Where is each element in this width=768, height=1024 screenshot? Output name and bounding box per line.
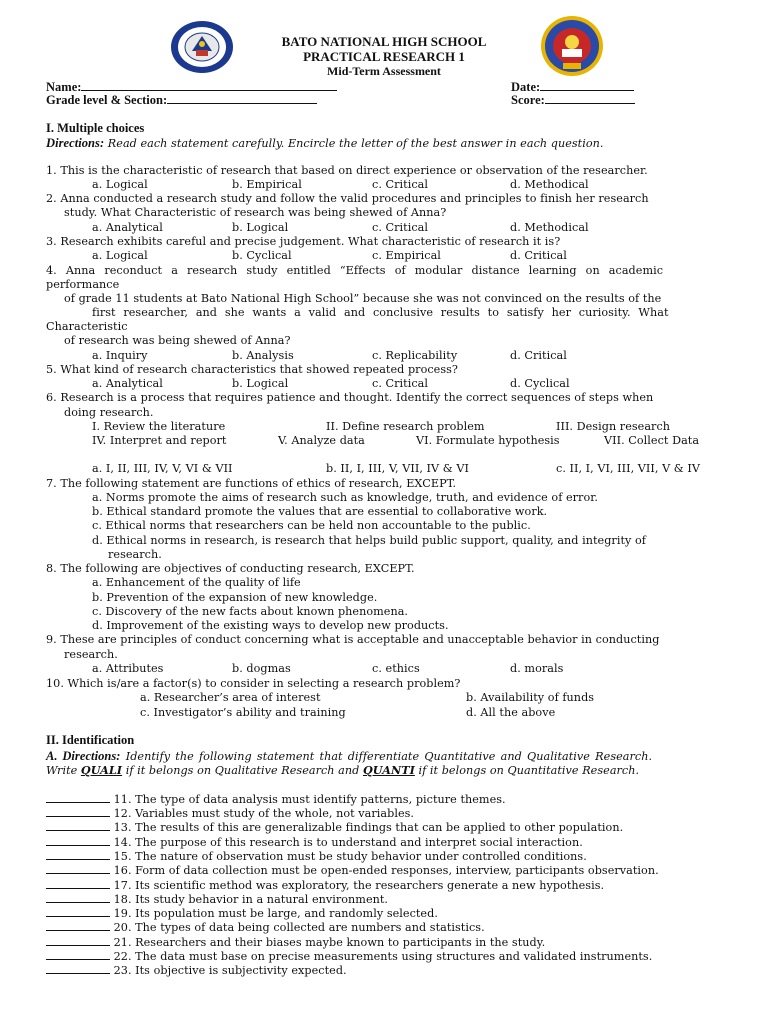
- item-text: 15. The nature of observation must be study behavior under controlled conditions.: [113, 850, 587, 863]
- choice-a[interactable]: a. Attributes: [92, 662, 164, 675]
- list-item: [46, 792, 506, 806]
- step-item: III. Design research: [556, 420, 671, 433]
- choice-d[interactable]: d. All the above: [466, 706, 556, 719]
- choice-b[interactable]: b. Logical: [232, 221, 289, 234]
- score-field[interactable]: [511, 93, 635, 108]
- name-label: Name:: [46, 80, 82, 94]
- item-text: 17. Its scientific method was exploratory, the researchers generate a new hypothesis.: [113, 879, 605, 892]
- list-item: [46, 878, 604, 892]
- question-stem: research.: [64, 648, 118, 661]
- choice-a[interactable]: a. Analytical: [92, 221, 163, 234]
- choice-b[interactable]: b. Analysis: [232, 349, 294, 362]
- choice-d[interactable]: d. Methodical: [510, 221, 589, 234]
- choice-b[interactable]: b. Ethical standard promote the values that are essential to collaborative work.: [92, 505, 548, 518]
- list-item: [46, 949, 652, 963]
- choice-c[interactable]: c. Replicability: [372, 349, 458, 362]
- name-blank[interactable]: [81, 80, 337, 91]
- subject-title: PRACTICAL RESEARCH 1: [303, 49, 465, 64]
- choice-a[interactable]: a. Enhancement of the quality of life: [92, 576, 301, 589]
- date-label: Date:: [511, 80, 541, 94]
- part2-dir-mid: if it belongs on Qualitative Research and: [125, 764, 360, 777]
- list-item: [46, 935, 545, 949]
- choice-a[interactable]: a. Researcher’s area of interest: [140, 691, 321, 704]
- score-label: Score:: [511, 93, 545, 107]
- item-text: 11. The type of data analysis must identify patterns, picture themes.: [113, 793, 506, 806]
- answer-blank[interactable]: [46, 849, 110, 860]
- grade-blank[interactable]: [167, 93, 317, 104]
- list-item: [46, 920, 485, 934]
- question-stem: 8. The following are objectives of conducting research, EXCEPT.: [46, 562, 415, 575]
- list-item: [46, 806, 414, 820]
- choice-b[interactable]: b. Logical: [232, 377, 289, 390]
- list-item: [46, 820, 623, 834]
- step-item: IV. Interpret and report: [92, 434, 227, 447]
- choice-a[interactable]: a. Analytical: [92, 377, 163, 390]
- list-item: [46, 849, 587, 863]
- item-text: 12. Variables must study of the whole, not variables.: [113, 807, 415, 820]
- grade-label: Grade level & Section:: [46, 93, 168, 107]
- answer-blank[interactable]: [46, 878, 110, 889]
- choice-c[interactable]: c. Critical: [372, 221, 429, 234]
- choice-d[interactable]: d. Cyclical: [510, 377, 570, 390]
- choice-c[interactable]: c. Critical: [372, 178, 429, 191]
- date-blank[interactable]: [540, 80, 634, 91]
- item-text: 22. The data must base on precise measurements using structures and validated instruments.: [113, 950, 653, 963]
- question-stem: 4. Anna reconduct a research study entitled “Effects of modular distance learning on academic: [46, 264, 664, 277]
- choice-c[interactable]: c. II, I, VI, III, VII, V & IV: [556, 462, 701, 475]
- item-text: 18. Its study behavior in a natural environment.: [113, 893, 389, 906]
- choice-b[interactable]: b. II, I, III, V, VII, IV & VI: [326, 462, 469, 475]
- answer-blank[interactable]: [46, 806, 110, 817]
- part2-dir-write: Write: [46, 764, 78, 777]
- answer-blank[interactable]: [46, 949, 110, 960]
- part2-dir-text: Identify the following statement that differentiate Quantitative and Qualitative Research.: [125, 750, 653, 763]
- question-stem: study. What Characteristic of research was being shewed of Anna?: [64, 206, 447, 219]
- item-text: 21. Researchers and their biases maybe known to participants in the study.: [113, 936, 546, 949]
- question-stem: of research was being shewed of Anna?: [64, 334, 291, 347]
- item-text: 19. Its population must be large, and randomly selected.: [113, 907, 438, 920]
- part2-title: II. Identification: [46, 733, 135, 747]
- answer-blank[interactable]: [46, 906, 110, 917]
- question-stem: of grade 11 students at Bato National High School” because she was not convinced on the results of the: [64, 292, 662, 305]
- list-item: [46, 835, 583, 849]
- question-stem: first researcher, and she wants a valid and conclusive results to satisfy her curiosity. What: [92, 306, 669, 319]
- choice-c[interactable]: c. Ethical norms that researchers can be held non accountable to the public.: [92, 519, 531, 532]
- question-stem: 3. Research exhibits careful and precise judgement. What characteristic of research it is?: [46, 235, 561, 248]
- choice-d[interactable]: d. Methodical: [510, 178, 589, 191]
- answer-blank[interactable]: [46, 835, 110, 846]
- step-item: V. Analyze data: [278, 434, 365, 447]
- choice-b[interactable]: b. Availability of funds: [466, 691, 595, 704]
- step-item: VI. Formulate hypothesis: [416, 434, 560, 447]
- answer-blank[interactable]: [46, 820, 110, 831]
- part2-dir-end: if it belongs on Quantitative Research.: [418, 764, 640, 777]
- part1-title: I. Multiple choices: [46, 121, 145, 135]
- choice-b[interactable]: b. dogmas: [232, 662, 291, 675]
- list-item: [46, 863, 659, 877]
- choice-c[interactable]: c. Investigator’s ability and training: [140, 706, 346, 719]
- choice-a[interactable]: a. Norms promote the aims of research such as knowledge, truth, and evidence of error.: [92, 491, 599, 504]
- choice-c[interactable]: c. ethics: [372, 662, 420, 675]
- part1-dir-label: Directions:: [46, 136, 105, 150]
- choice-a[interactable]: a. Logical: [92, 249, 148, 262]
- question-stem: doing research.: [64, 406, 154, 419]
- choice-b[interactable]: b. Prevention of the expansion of new knowledge.: [92, 591, 378, 604]
- score-blank[interactable]: [545, 93, 635, 104]
- item-text: 14. The purpose of this research is to understand and interpret social interaction.: [113, 836, 583, 849]
- choice-b[interactable]: b. Empirical: [232, 178, 302, 191]
- part1-directions: [46, 136, 604, 151]
- part2-directions-line1: [46, 749, 652, 764]
- question-stem: 1. This is the characteristic of research that based on direct experience or observation of the researcher.: [46, 164, 648, 177]
- answer-blank[interactable]: [46, 963, 110, 974]
- item-text: 23. Its objective is subjectivity expected.: [113, 964, 347, 977]
- question-stem: 7. The following statement are functions of ethics of research, EXCEPT.: [46, 477, 457, 490]
- item-text: 16. Form of data collection must be open-ended responses, interview, participants observation.: [113, 864, 659, 877]
- grade-field[interactable]: [46, 93, 317, 108]
- question-stem: Characteristic: [46, 320, 128, 333]
- quanti-keyword: QUANTI: [362, 763, 415, 777]
- choice-d[interactable]: d. Improvement of the existing ways to develop new products.: [92, 619, 449, 632]
- choice-d[interactable]: d. Critical: [510, 249, 567, 262]
- quali-keyword: QUALI: [80, 763, 123, 777]
- step-item: VII. Collect Data: [604, 434, 700, 447]
- choice-d-cont: research.: [108, 548, 162, 561]
- choice-c[interactable]: c. Empirical: [372, 249, 441, 262]
- answer-blank[interactable]: [46, 920, 110, 931]
- exam-title: Mid-Term Assessment: [327, 64, 441, 78]
- item-text: 20. The types of data being collected are numbers and statistics.: [113, 921, 485, 934]
- step-item: II. Define research problem: [326, 420, 485, 433]
- choice-a[interactable]: a. I, II, III, IV, V, VI & VII: [92, 462, 233, 475]
- list-item: [46, 906, 438, 920]
- school-name: BATO NATIONAL HIGH SCHOOL: [281, 34, 487, 49]
- question-stem: 6. Research is a process that requires patience and thought. Identify the correct sequences of steps when: [46, 391, 654, 404]
- choice-b[interactable]: b. Cyclical: [232, 249, 292, 262]
- question-stem: 5. What kind of research characteristics that showed repeated process?: [46, 363, 458, 376]
- answer-blank[interactable]: [46, 892, 110, 903]
- part1-dir-text: Read each statement carefully. Encircle the letter of the best answer in each question.: [107, 137, 604, 150]
- choice-a[interactable]: a. Inquiry: [92, 349, 148, 362]
- question-stem: performance: [46, 278, 120, 291]
- question-stem: 10. Which is/are a factor(s) to consider in selecting a research problem?: [46, 677, 461, 690]
- list-item: [46, 963, 347, 977]
- answer-blank[interactable]: [46, 792, 110, 803]
- part2-directions-line2: [46, 763, 639, 777]
- choice-c[interactable]: c. Discovery of the new facts about known phenomena.: [92, 605, 409, 618]
- answer-blank[interactable]: [46, 863, 110, 874]
- choice-c[interactable]: c. Critical: [372, 377, 429, 390]
- question-stem: 2. Anna conducted a research study and follow the valid procedures and principles to finish her research: [46, 192, 649, 205]
- choice-a[interactable]: a. Logical: [92, 178, 148, 191]
- choice-d[interactable]: d. Ethical norms in research, is research that helps build public support, quality, and integrity of: [92, 534, 646, 547]
- answer-blank[interactable]: [46, 935, 110, 946]
- choice-d[interactable]: d. morals: [510, 662, 564, 675]
- item-text: 13. The results of this are generalizable findings that can be applied to other population.: [113, 821, 624, 834]
- part2-dir-label: A. Directions:: [46, 749, 121, 763]
- question-stem: 9. These are principles of conduct concerning what is acceptable and unacceptable behavior in conducting: [46, 633, 660, 646]
- list-item: [46, 892, 388, 906]
- step-item: I. Review the literature: [92, 420, 226, 433]
- choice-d[interactable]: d. Critical: [510, 349, 567, 362]
